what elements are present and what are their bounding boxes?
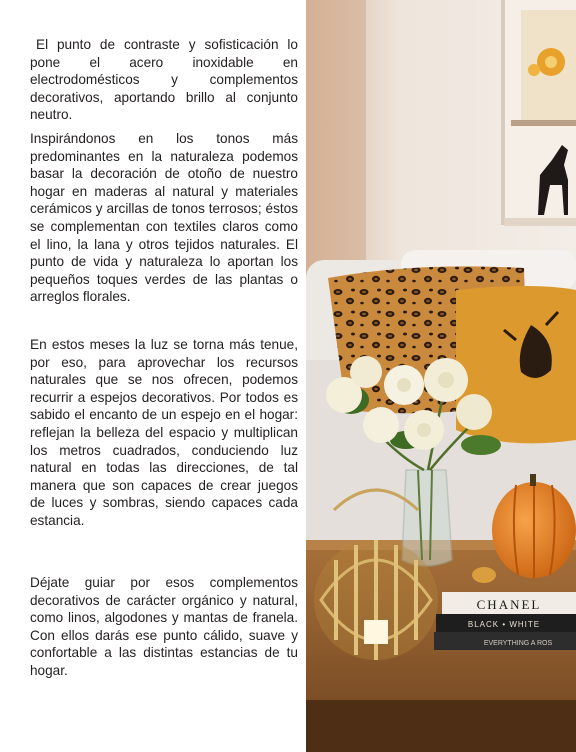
- article-paragraph-1: El punto de contraste y sofisticación lo pone el acero inoxidable en electrodomésticos y complementos decorativos, aportando brillo al conjunto neutro.: [30, 37, 298, 123]
- book-title-chanel: CHANEL: [476, 597, 542, 612]
- article-paragraph-4: Déjate guiar por esos complementos decorativos de carácter orgánico y natural, como linos, algodones y mantas de franela. Con ellos darás ese punto cálido, suave y confortable a las distintas estancias de tu hogar.: [30, 575, 298, 678]
- book-title-everything: EVERYTHING A ROS: [483, 640, 553, 647]
- article-paragraph-3: En estos meses la luz se torna más tenue, por eso, para aprovechar los recursos naturales que se nos ofrecen, podemos recurrir a espejos decorativos. Por todos es sabido el encanto de un espejo en el hogar: reflejan la belleza del espacio y multiplican los metros cuadrados, conduciendo luz natural en todas las direcciones, de tal manera que son capaces de crear juegos de luces y sombras, siendo capaces cada estancia.: [30, 337, 298, 528]
- article-paragraph-2: Inspirándonos en los tonos más predominantes en la naturaleza podemos basar la decoración de otoño de nuestro hogar en maderas al natural y materiales cerámicos y arcillas de tonos terrosos; éstos se complementan con textiles claros como el lino, la lana y otros tejidos naturales. El punto de vida y naturaleza lo aportan los pequeños toques verdes de las plantas o arreglos florales.: [30, 131, 298, 305]
- interior-photo: [306, 0, 576, 752]
- book-title-black-white: BLACK • WHITE: [467, 620, 541, 629]
